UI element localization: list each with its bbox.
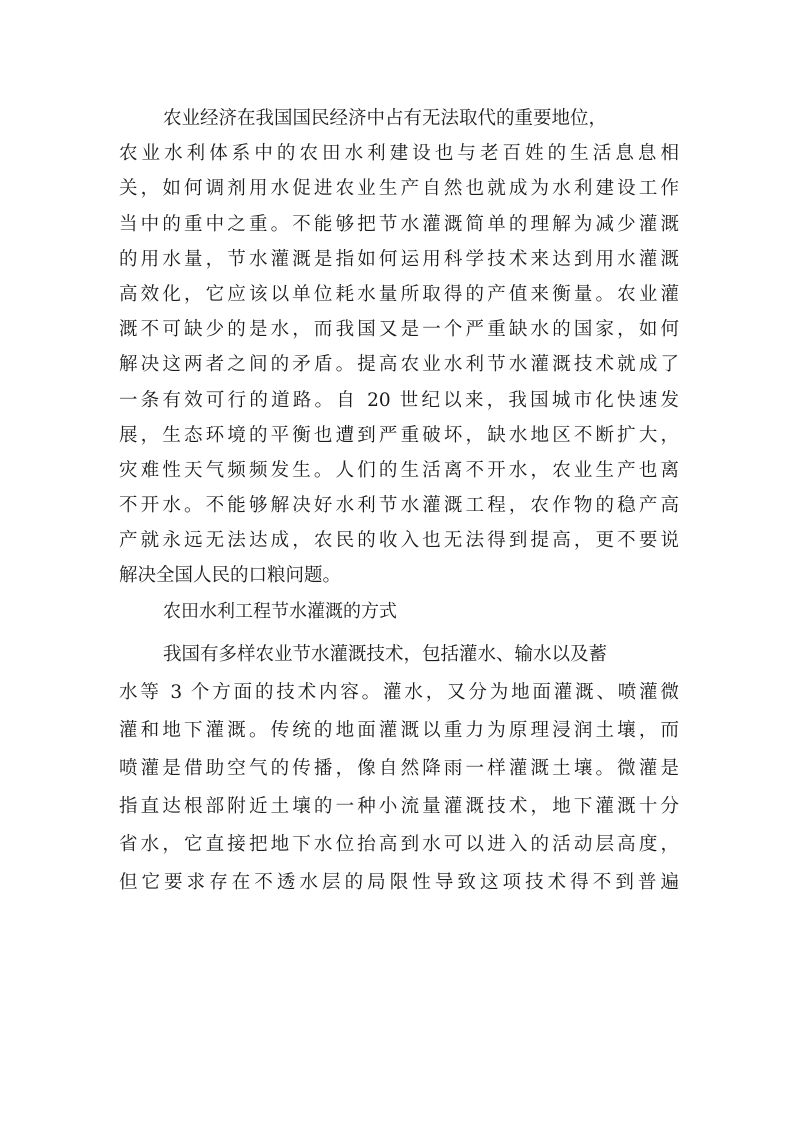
text-line: 解决全国人民的口粮问题。 (119, 565, 342, 587)
text-line: 高效化，它应该以单位耗水量所取得的产值来衡量。农业灌 (119, 283, 679, 305)
text-line: 当中的重中之重。不能够把节水灌溉简单的理解为减少灌溉 (119, 213, 679, 235)
text-line: 产就永远无法达成，农民的收入也无法得到提高，更不要说 (119, 530, 679, 552)
text-line: 水等 3 个方面的技术内容。灌水，又分为地面灌溉、喷灌微 (119, 682, 679, 703)
section-heading-block (119, 594, 679, 629)
text-line: 喷灌是借助空气的传播，像自然降雨一样灌溉土壤。微灌是 (119, 758, 679, 779)
text-line: 解决这两者之间的矛盾。提高农业水利节水灌溉技术就成了 (119, 354, 679, 376)
text-line: 农业经济在我国国民经济中占有无法取代的重要地位， (163, 108, 608, 129)
text-line: 一条有效可行的道路。自 20 世纪以来，我国城市化快速发 (119, 389, 679, 411)
text-line: 农业水利体系中的农田水利建设也与老百姓的生活息息相 (119, 143, 679, 165)
text-line: 展，生态环境的平衡也遭到严重破坏，缺水地区不断扩大， (119, 424, 679, 446)
paragraph-2 (119, 636, 679, 902)
text-line: 关，如何调剂用水促进农业生产自然也就成为水利建设工作 (119, 178, 679, 200)
text-line: 灾难性天气频频发生。人们的生活离不开水，农业生产也离 (119, 459, 679, 481)
section-heading: 农田水利工程节水灌溉的方式 (163, 601, 397, 622)
text-line: 但它要求存在不透水层的局限性导致这项技术得不到普遍 (119, 872, 679, 893)
text-line: 灌和地下灌溉。传统的地面灌溉以重力为原理浸润土壤，而 (119, 720, 679, 741)
text-line: 我国有多样农业节水灌溉技术，包括灌水、输水以及蓄 (163, 644, 608, 665)
text-line: 指直达根部附近土壤的一种小流量灌溉技术，地下灌溉十分 (119, 796, 679, 817)
paragraph-1 (119, 101, 679, 594)
text-line: 的用水量，节水灌溉是指如何运用科学技术来达到用水灌溉 (119, 248, 679, 270)
text-line: 省水，它直接把地下水位抬高到水可以进入的活动层高度， (119, 834, 679, 855)
text-line: 不开水。不能够解决好水利节水灌溉工程，农作物的稳产高 (119, 495, 679, 517)
text-line: 溉不可缺少的是水，而我国又是一个严重缺水的国家，如何 (119, 319, 679, 341)
